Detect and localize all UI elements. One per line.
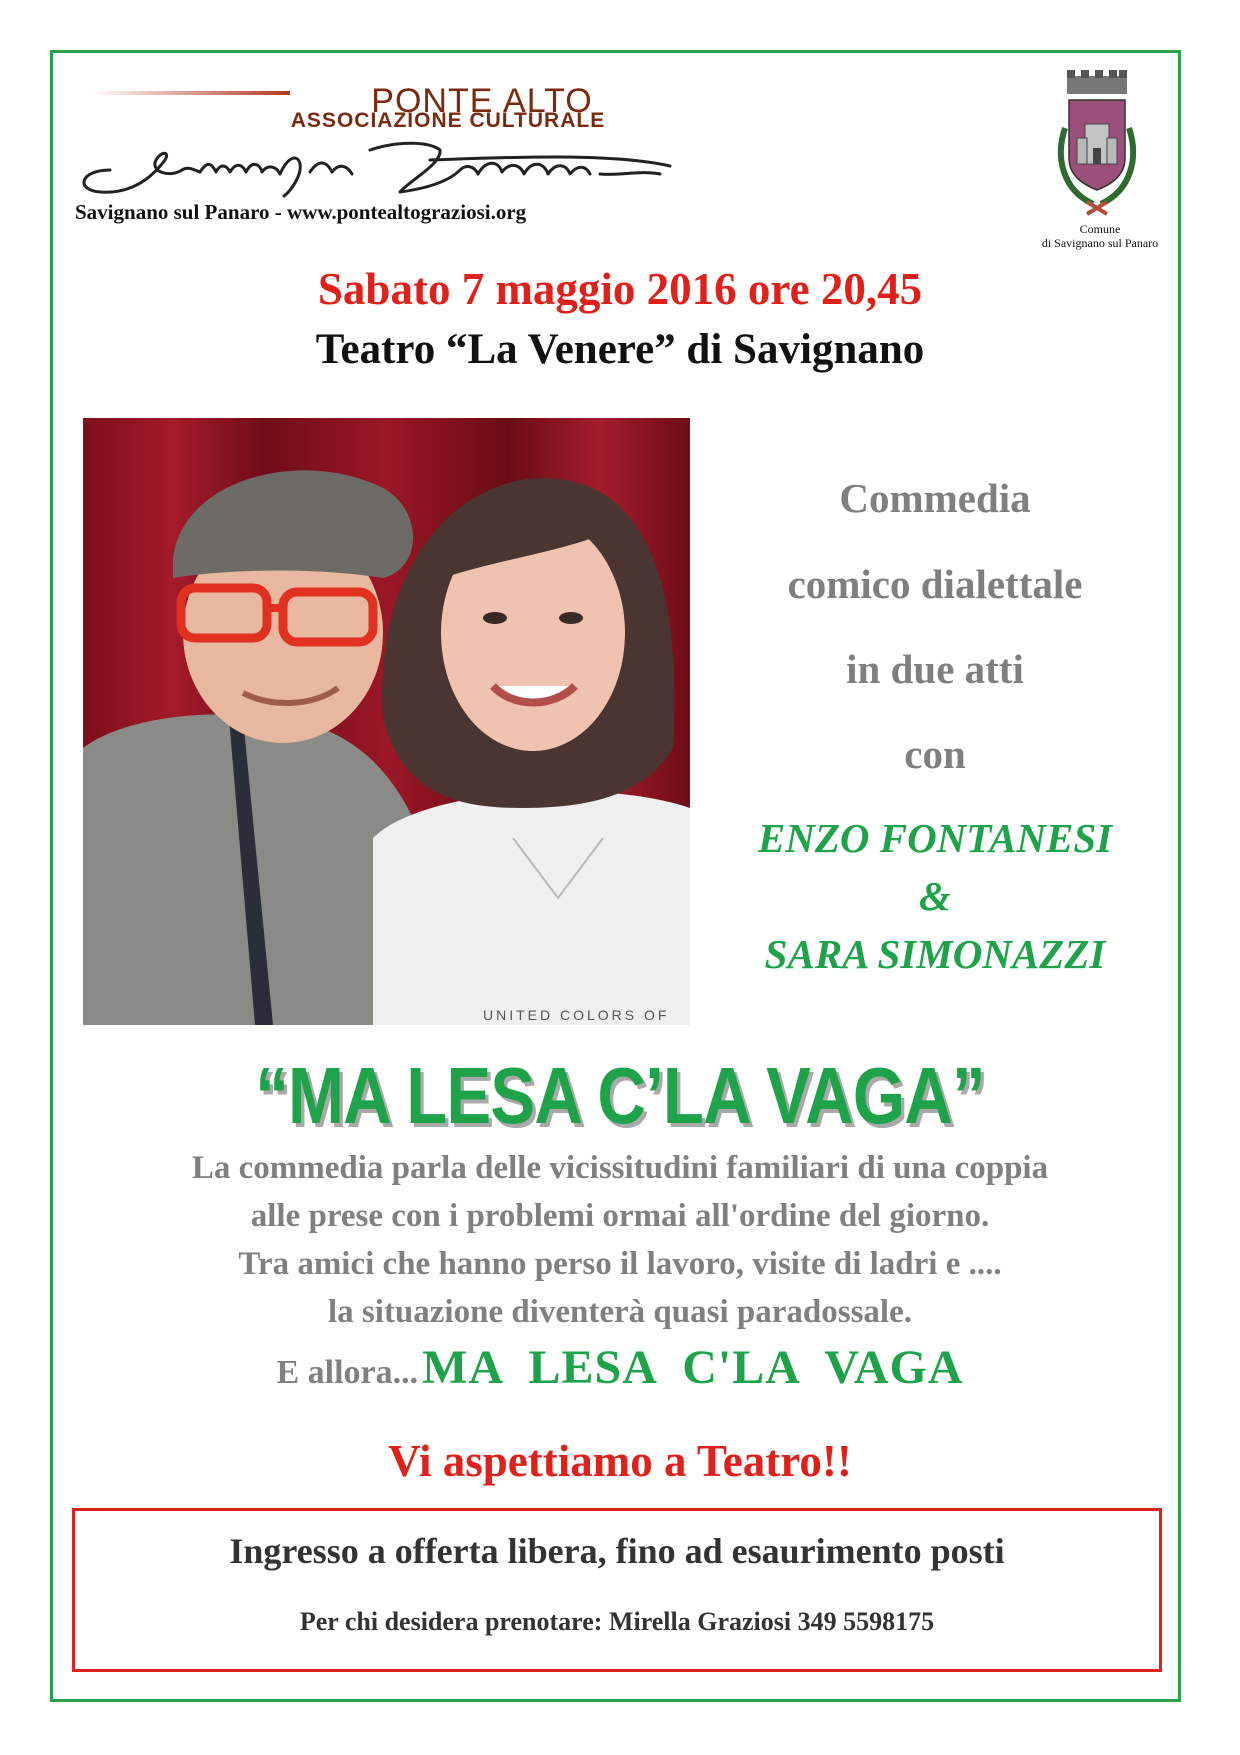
actor-ampersand: & (919, 873, 951, 919)
logo-subtitle: ASSOCIAZIONE CULTURALE (290, 109, 606, 132)
signature-image (70, 130, 690, 200)
header-address: Savignano sul Panaro - www.pontealtograziosi.org (75, 200, 527, 224)
description-line: alle prese con i problemi ormai all'ordine del giorno. (250, 1198, 990, 1234)
eallora-line (60, 1340, 1180, 1395)
info-line4: con (904, 731, 966, 777)
actors-photo (83, 418, 690, 1025)
photo-shirt-text: UNITED COLORS OF (483, 1007, 670, 1023)
info-line1: Commedia (839, 475, 1031, 521)
comune-label-line1: Comune (1079, 222, 1121, 236)
comune-crest-icon (1047, 68, 1147, 218)
description-line: la situazione diventerà quasi paradossale. (328, 1294, 912, 1330)
eallora-title: MA LESA C'LA VAGA (422, 1341, 964, 1394)
info-line3: in due atti (846, 646, 1024, 692)
comune-label (1010, 222, 1190, 250)
eallora-lead: E allora... (276, 1354, 419, 1391)
info-box-entry: Ingresso a offerta libera, fino ad esaurimento posti (229, 1531, 1005, 1571)
logo-word-ponte: PONTE (371, 82, 494, 120)
actor-name-2: SARA SIMONAZZI (764, 931, 1106, 977)
event-date-time: Sabato 7 maggio 2016 ore 20,45 (317, 264, 923, 314)
logo-rule (92, 91, 290, 95)
description-line: La commedia parla delle vicissitudini familiari di una coppia (191, 1150, 1049, 1186)
logo-word-alto: ALTO (503, 82, 593, 120)
info-line2: comico dialettale (787, 561, 1083, 607)
description-line: Tra amici che hanno perso il lavoro, visite di ladri e .... (238, 1246, 1002, 1282)
comune-label-line2: di Savignano sul Panaro (1041, 236, 1159, 250)
actor-name-1: ENZO FONTANESI (757, 815, 1113, 861)
show-title: “MA LESA C’LA VAGA” (255, 1051, 985, 1140)
invite-text: Vi aspettiamo a Teatro!! (388, 1436, 852, 1486)
event-venue: Teatro “La Venere” di Savignano (315, 326, 925, 373)
info-box-booking: Per chi desidera prenotare: Mirella Graziosi 349 5598175 (299, 1607, 935, 1636)
